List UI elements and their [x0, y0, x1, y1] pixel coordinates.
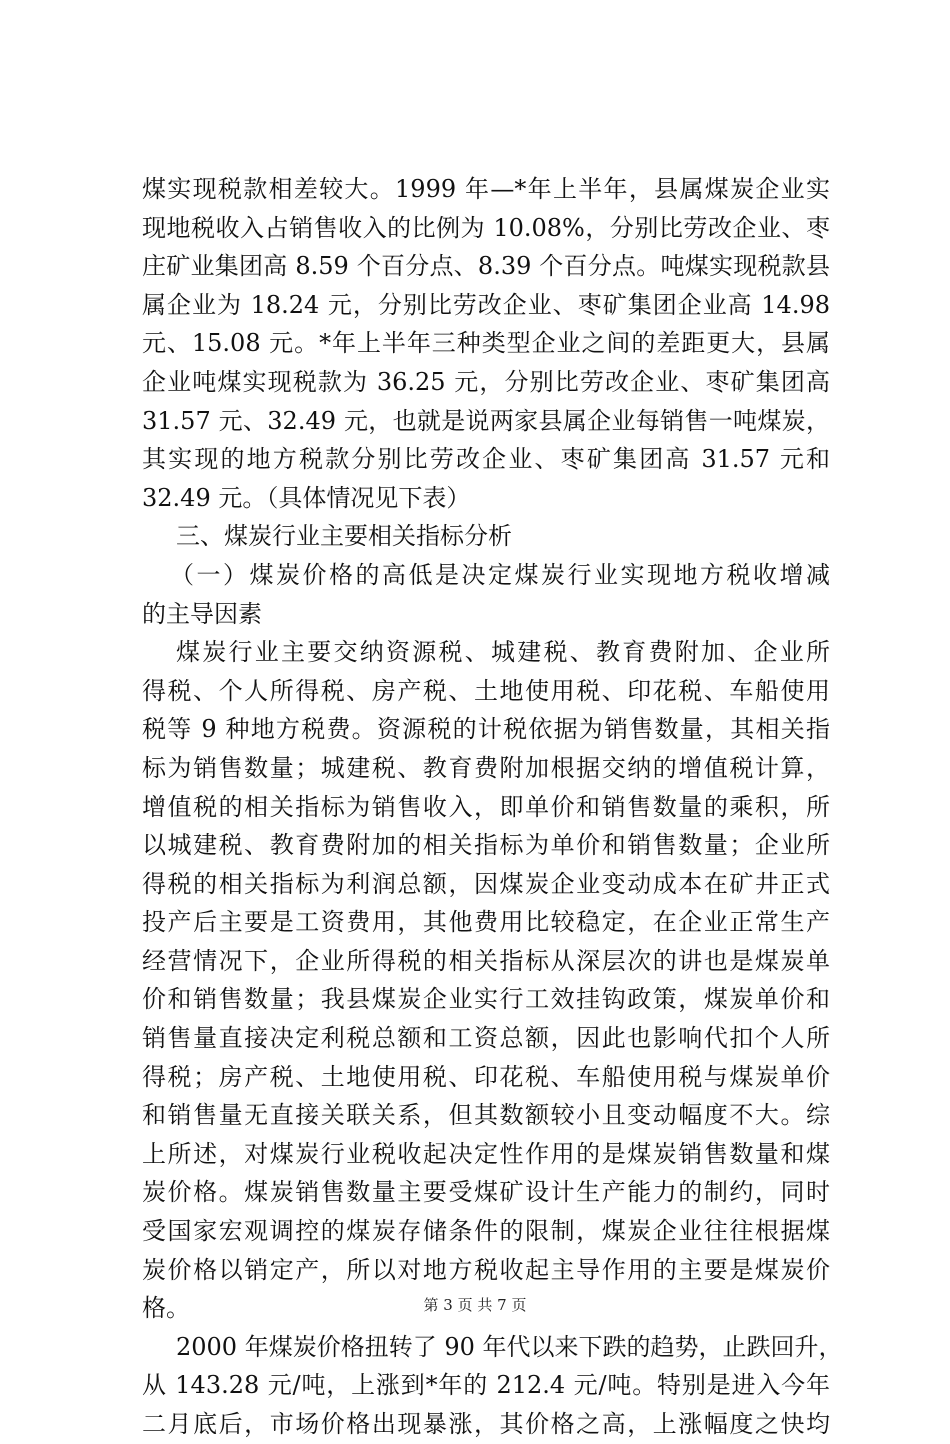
- text-line: 和销售量无直接关联关系，但其数额较小且变动幅度不大。综: [142, 1101, 830, 1130]
- text-line: 得税；房产税、土地使用税、印花税、车船使用税与煤炭单价: [142, 1062, 830, 1091]
- text-line: 价和销售数量；我县煤炭企业实行工效挂钩政策，煤炭单价和: [142, 985, 830, 1014]
- text-line: 属企业为 18.24 元，分别比劳改企业、枣矿集团企业高 14.98: [142, 290, 830, 319]
- text-line: 销售量直接决定利税总额和工资总额，因此也影响代扣个人所: [142, 1024, 830, 1053]
- text-line: 企业吨煤实现税款为 36.25 元，分别比劳改企业、枣矿集团高: [142, 367, 830, 396]
- subsection-heading: （一）煤炭价格的高低是决定煤炭行业实现地方税收增减: [170, 560, 830, 589]
- text-line: 现地税收入占销售收入的比例为 10.08%，分别比劳改企业、枣: [142, 213, 830, 242]
- text-line: 庄矿业集团高 8.59 个百分点、8.39 个百分点。吨煤实现税款县: [142, 252, 830, 281]
- text-line: 受国家宏观调控的煤炭存储条件的限制，煤炭企业往往根据煤: [142, 1217, 830, 1246]
- text-line: 格。: [142, 1294, 190, 1323]
- text-line: 炭价格以销定产，所以对地方税收起主导作用的主要是煤炭价: [142, 1255, 830, 1284]
- text-line: 得税的相关指标为利润总额，因煤炭企业变动成本在矿井正式: [142, 869, 830, 898]
- text-line: 32.49 元。（具体情况见下表）: [142, 483, 471, 512]
- text-line: 炭价格。煤炭销售数量主要受煤矿设计生产能力的制约，同时: [142, 1178, 830, 1207]
- text-line: 投产后主要是工资费用，其他费用比较稳定，在企业正常生产: [142, 908, 830, 937]
- text-line: 煤实现税款相差较大。1999 年—*年上半年，县属煤炭企业实: [142, 175, 830, 203]
- text-line: 元、15.08 元。*年上半年三种类型企业之间的差距更大，县属: [142, 329, 830, 358]
- text-line: 标为销售数量；城建税、教育费附加根据交纳的增值税计算，: [142, 753, 830, 782]
- text-line: 以城建税、教育费附加的相关指标为单价和销售数量；企业所: [142, 831, 830, 860]
- body-text: [142, 170, 843, 1444]
- text-line: 其实现的地方税款分别比劳改企业、枣矿集团高 31.57 元和: [142, 445, 830, 474]
- text-line: 得税、个人所得税、房产税、土地使用税、印花税、车船使用: [142, 676, 830, 705]
- text-line: 2000 年煤炭价格扭转了 90 年代以来下跌的趋势，止跌回升，: [176, 1332, 843, 1361]
- text-line: 上所述，对煤炭行业税收起决定性作用的是煤炭销售数量和煤: [142, 1139, 830, 1168]
- subsection-heading-cont: 的主导因素: [142, 599, 262, 628]
- text-line: 经营情况下，企业所得税的相关指标从深层次的讲也是煤炭单: [142, 946, 830, 975]
- text-line: 二月底后，市场价格出现暴涨，其价格之高，上涨幅度之快均: [142, 1410, 830, 1438]
- text-line: 煤炭行业主要交纳资源税、城建税、教育费附加、企业所: [176, 638, 830, 667]
- text-line: 31.57 元、32.49 元，也就是说两家县属企业每销售一吨煤炭，: [142, 406, 830, 435]
- text-line: 增值税的相关指标为销售收入，即单价和销售数量的乘积，所: [142, 792, 830, 821]
- page-number-footer: 第 3 页 共 7 页: [423, 1296, 527, 1314]
- text-line: 税等 9 种地方税费。资源税的计税依据为销售数量，其相关指: [142, 715, 830, 744]
- text-line: 从 143.28 元/吨，上涨到*年的 212.4 元/吨。特别是进入今年: [142, 1371, 830, 1400]
- section-heading: 三、煤炭行业主要相关指标分析: [176, 522, 512, 551]
